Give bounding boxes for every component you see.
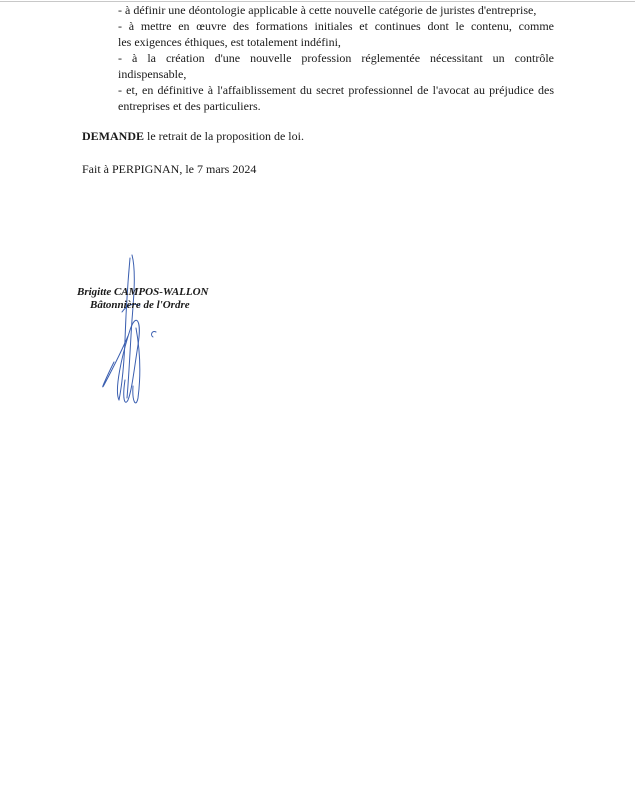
list-item-line: entreprises et des particuliers. <box>118 99 261 113</box>
signatory-name: Brigitte CAMPOS-WALLON <box>77 286 209 298</box>
demande-paragraph <box>82 128 304 144</box>
list-item <box>118 50 554 82</box>
handwritten-signature <box>92 250 172 410</box>
bullet-list <box>118 2 554 114</box>
demande-keyword: DEMANDE <box>82 129 144 143</box>
list-item-line: - et, en définitive à l'affaiblissement du secret professionnel de l'avocat au préjudice des <box>118 83 554 97</box>
list-item-line: - à définir une déontologie applicable à cette nouvelle catégorie de juristes d'entreprise, <box>118 3 537 17</box>
demande-text: le retrait de la proposition de loi. <box>144 129 304 143</box>
list-item-line: - à la création d'une nouvelle profession réglementée nécessitant un contrôle <box>118 51 554 65</box>
place-date: Fait à PERPIGNAN, le 7 mars 2024 <box>82 162 257 176</box>
list-item <box>118 18 554 50</box>
list-item-line: indispensable, <box>118 67 187 81</box>
signatory-title: Bâtonnière de l'Ordre <box>90 299 190 311</box>
list-item-line: les exigences éthiques, est totalement indéfini, <box>118 35 341 49</box>
list-item <box>118 2 554 18</box>
list-item-line: - à mettre en œuvre des formations initiales et continues dont le contenu, comme <box>118 19 554 33</box>
list-item <box>118 82 554 114</box>
